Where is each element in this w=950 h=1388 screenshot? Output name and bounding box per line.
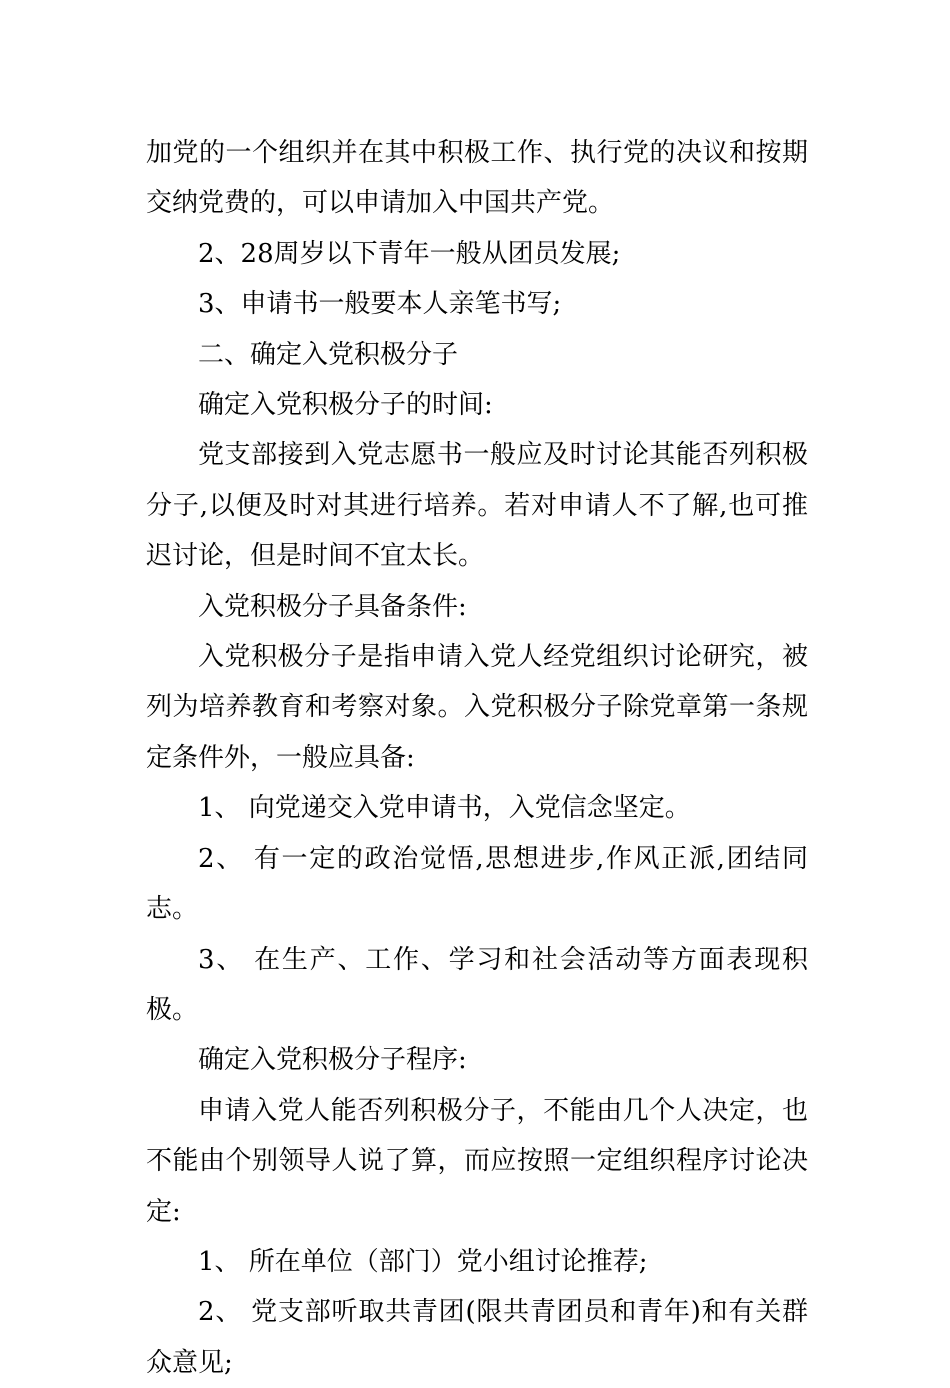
subheading-determination-time: 确定入党积极分子的时间:: [198, 390, 493, 421]
paragraph-party-membership-continuation: 加党的一个组织并在其中积极工作、执行党的决议和按期交纳党费的，可以申请加入中国共产党。: [146, 138, 808, 219]
list-item-condition-3: 3、 在生产、工作、学习和社会活动等方面表现积极。: [146, 944, 808, 1025]
subheading-activist-conditions: 入党积极分子具备条件:: [198, 591, 467, 622]
paragraph-activist-definition: 入党积极分子是指申请入党人经党组织讨论研究，被列为培养教育和考察对象。入党积极分子除党章第一条规定条件外，一般应具备:: [146, 642, 808, 773]
paragraph-determination-time: 党支部接到入党志愿书一般应及时讨论其能否列积极分子,以便及时对其进行培养。若对申请人不了解,也可推迟讨论，但是时间不宜太长。: [146, 440, 808, 572]
subheading-determination-procedure: 确定入党积极分子程序:: [198, 1045, 467, 1076]
list-item-condition-2: 2、 有一定的政治觉悟,思想进步,作风正派,团结同志。: [146, 843, 808, 925]
document-body: [146, 128, 808, 1388]
list-item-procedure-1: 1、 所在单位（部门）党小组讨论推荐;: [198, 1246, 648, 1277]
list-item-procedure-2: 2、 党支部听取共青团(限共青团员和青年)和有关群众意见;: [146, 1297, 808, 1378]
list-item-condition-1: 1、 向党递交入党申请书，入党信念坚定。: [198, 793, 691, 824]
paragraph-determination-procedure: 申请入党人能否列积极分子，不能由几个人决定，也不能由个别领导人说了算，而应按照一定组织程序讨论决定:: [146, 1095, 808, 1227]
section-heading-activist-determination: 二、确定入党积极分子: [198, 339, 459, 370]
paragraph-age-requirement: 2、28周岁以下青年一般从团员发展;: [198, 238, 621, 269]
paragraph-handwritten-application: 3、申请书一般要本人亲笔书写;: [198, 289, 562, 320]
